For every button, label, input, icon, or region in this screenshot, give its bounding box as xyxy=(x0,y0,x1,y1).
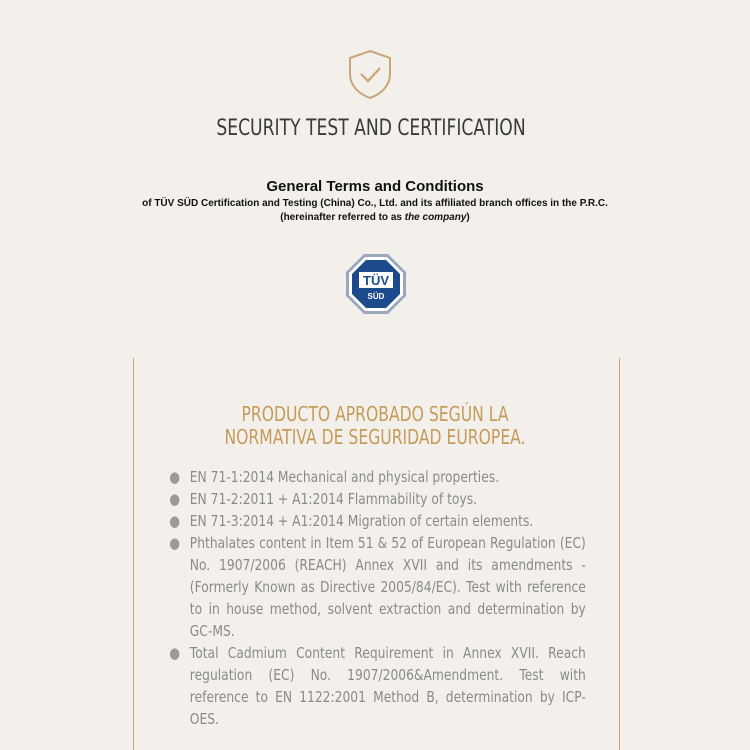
terms-italic: the company xyxy=(404,212,467,223)
logo-bottom-text: SÜD xyxy=(367,292,385,301)
list-item-text: EN 71-1:2014 Mechanical and physical properties. xyxy=(189,468,500,486)
terms-title: General Terms and Conditions xyxy=(266,178,484,195)
logo-top-text: TÜV xyxy=(363,273,389,288)
bullet-icon: ● xyxy=(169,512,181,530)
list-item xyxy=(166,488,586,510)
section-heading-line1: PRODUCTO APROBADO SEGÚN LA xyxy=(241,402,509,426)
bullet-icon: ● xyxy=(169,468,181,486)
terms-hereinafter-line xyxy=(0,212,750,223)
terms-suffix: ) xyxy=(466,212,470,223)
tuv-sud-logo xyxy=(344,252,408,316)
bullet-icon: ● xyxy=(169,490,181,508)
shield-check-icon xyxy=(346,48,394,100)
list-item xyxy=(166,642,586,730)
list-item xyxy=(166,466,586,488)
list-item-text: Phthalates content in Item 51 & 52 of European Regulation (EC) No. 1907/2006 (REACH) Annex XVII and its amendments - (Formerly Known as Directive 2005/84/EC). Test with reference to in house method, solvent extraction and determination by GC-MS. xyxy=(189,534,586,640)
bullet-icon: ● xyxy=(169,644,181,662)
standards-list xyxy=(166,466,586,730)
terms-company-line: of TÜV SÜD Certification and Testing (China) Co., Ltd. and its affiliated branch offices in the P.R.C. xyxy=(142,198,608,209)
terms-prefix: (hereinafter referred to as xyxy=(280,212,405,223)
page-title: SECURITY TEST AND CERTIFICATION xyxy=(216,116,526,141)
bullet-icon: ● xyxy=(169,534,181,552)
section-heading-line2: NORMATIVA DE SEGURIDAD EUROPEA. xyxy=(224,425,526,449)
list-item-text: EN 71-3:2014 + A1:2014 Migration of certain elements. xyxy=(189,512,534,530)
list-item-text: Total Cadmium Content Requirement in Annex XVII. Reach regulation (EC) No. 1907/2006&Amendment. Test with reference to EN 1122:2001 Method B, determination by ICP-OES. xyxy=(189,644,586,728)
list-item-text: EN 71-2:2011 + A1:2014 Flammability of toys. xyxy=(189,490,478,508)
list-item xyxy=(166,532,586,642)
list-item xyxy=(166,510,586,532)
